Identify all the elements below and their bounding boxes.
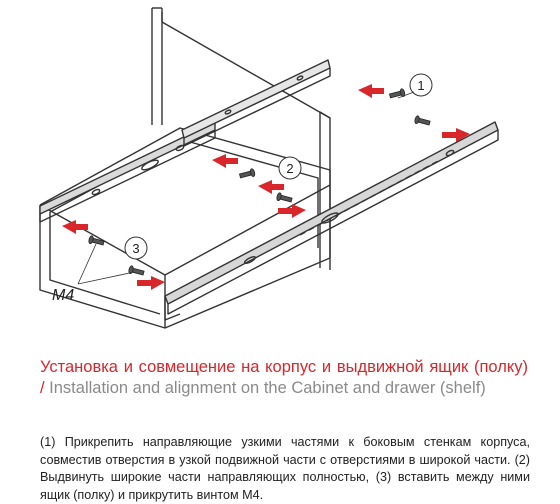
instructions xyxy=(40,434,530,504)
screw-icon xyxy=(239,168,256,180)
callout-1-label: 1 xyxy=(417,78,425,93)
screw-icon xyxy=(128,265,145,277)
section-title xyxy=(40,357,528,399)
arrow-cabinet-left xyxy=(358,84,384,98)
step-1: (1) Прикрепить направляющие узкими частями к боковым стенкам корпуса, совместив отверстия в узкой подвижной части с отверстиями в широкой части. xyxy=(40,435,530,467)
drawer-left-rail xyxy=(40,122,215,222)
title-separator: / xyxy=(40,379,50,397)
screw-size-label xyxy=(52,244,134,304)
screw-icon xyxy=(414,115,431,127)
callout-2-label: 2 xyxy=(286,161,294,176)
screw-icon xyxy=(389,88,406,100)
arrow-front-left xyxy=(62,220,88,234)
step-2: (2) Выдвинуть широкие части направляющих полностью, xyxy=(40,452,531,484)
m4-label: M4 xyxy=(52,287,75,304)
arrow-drawer-right xyxy=(278,204,306,218)
step-3: (3) вставить между ними ящик (полку) и прикрутить винтом М4. xyxy=(40,470,531,502)
title-russian: Установка и совмещение на корпус и выдвижной ящик (полку) xyxy=(40,358,528,376)
callout-3-label: 3 xyxy=(132,241,140,256)
arrow-front-right xyxy=(137,276,165,290)
arrow-drawer-left-2 xyxy=(258,180,284,194)
callout-3 xyxy=(125,237,147,259)
arrow-drawer-left-1 xyxy=(212,154,238,168)
title-english: Installation and alignment on the Cabinet and drawer (shelf) xyxy=(49,379,486,397)
callout-2 xyxy=(279,157,301,179)
screw-icon xyxy=(276,192,293,204)
right-extended-rail xyxy=(165,122,498,320)
